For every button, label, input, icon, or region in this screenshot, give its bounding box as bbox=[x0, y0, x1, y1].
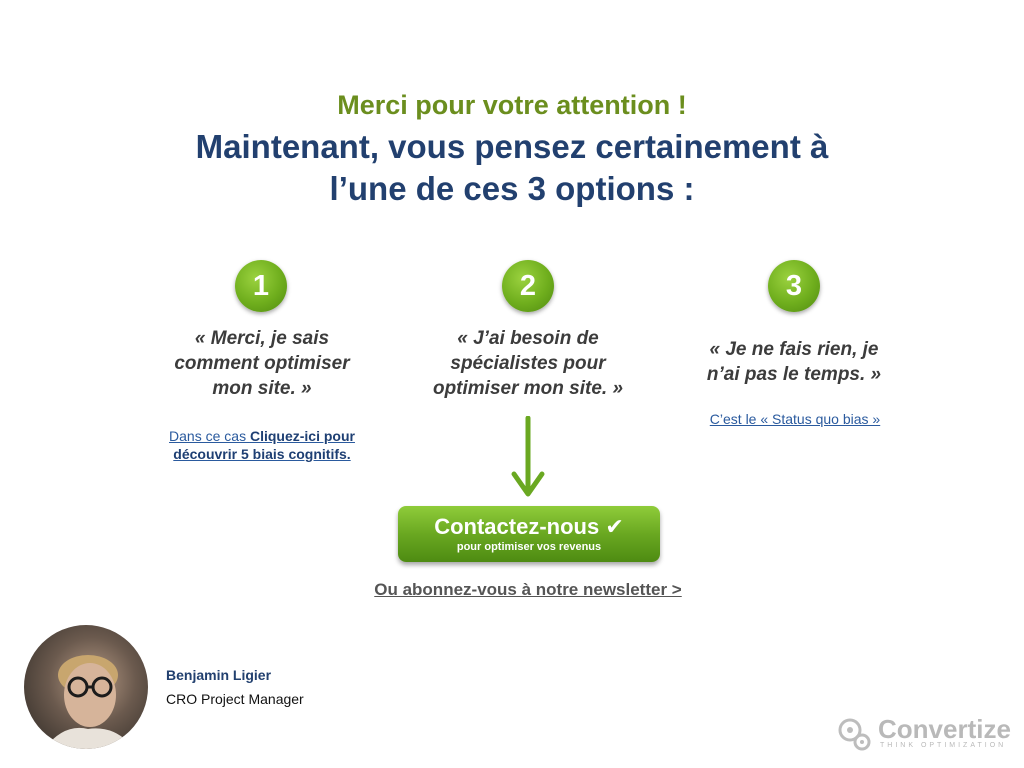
cognitive-biases-link-cta-2: découvrir 5 biais cognitifs. bbox=[173, 446, 351, 462]
option-3-badge: 3 bbox=[768, 260, 820, 312]
option-3-quote bbox=[664, 337, 924, 387]
status-quo-bias-link[interactable]: C’est le « Status quo bias » bbox=[709, 411, 881, 427]
contact-us-label: Contactez-nous ✔ bbox=[434, 514, 624, 539]
option-1-quote bbox=[132, 326, 392, 401]
convertize-logo bbox=[836, 712, 1012, 754]
cognitive-biases-link-prefix: Dans ce cas bbox=[169, 428, 250, 444]
option-2-quote-line: spécialistes pour bbox=[450, 353, 606, 374]
option-2-quote-line: « J’ai besoin de bbox=[457, 328, 599, 349]
thanks-heading: Merci pour votre attention ! bbox=[337, 90, 687, 120]
cognitive-biases-link-cta: Cliquez-ici pour bbox=[249, 428, 355, 444]
options-heading-line2: l’une de ces 3 options : bbox=[329, 170, 695, 207]
option-3-quote-line: « Je ne fais rien, je bbox=[709, 339, 879, 360]
options-heading-line1: Maintenant, vous pensez certainement à bbox=[195, 128, 829, 165]
options-heading bbox=[0, 126, 1024, 210]
contact-us-button[interactable] bbox=[398, 506, 660, 562]
person-portrait-icon bbox=[24, 625, 148, 749]
contact-us-sublabel: pour optimiser vos revenus bbox=[456, 541, 602, 553]
arrow-down-icon bbox=[510, 416, 546, 500]
option-1-badge: 1 bbox=[235, 260, 287, 312]
option-1-quote-line: mon site. » bbox=[212, 378, 312, 399]
option-2-quote-line: optimiser mon site. » bbox=[432, 378, 624, 399]
option-2-quote bbox=[392, 326, 664, 401]
option-2-badge: 2 bbox=[502, 260, 554, 312]
brain-gear-icon bbox=[836, 714, 874, 754]
avatar bbox=[24, 625, 148, 749]
newsletter-link[interactable]: Ou abonnez-vous à notre newsletter > bbox=[374, 580, 682, 599]
person-role: CRO Project Manager bbox=[166, 691, 304, 707]
brand-name: Convertize bbox=[878, 714, 1011, 744]
brand-tagline: THINK OPTIMIZATION bbox=[880, 742, 1007, 749]
cognitive-biases-link[interactable] bbox=[132, 427, 392, 463]
option-1-quote-line: comment optimiser bbox=[174, 353, 350, 374]
option-1-quote-line: « Merci, je sais bbox=[194, 328, 330, 349]
option-3-quote-line: n’ai pas le temps. » bbox=[706, 364, 882, 385]
person-name: Benjamin Ligier bbox=[166, 667, 272, 683]
